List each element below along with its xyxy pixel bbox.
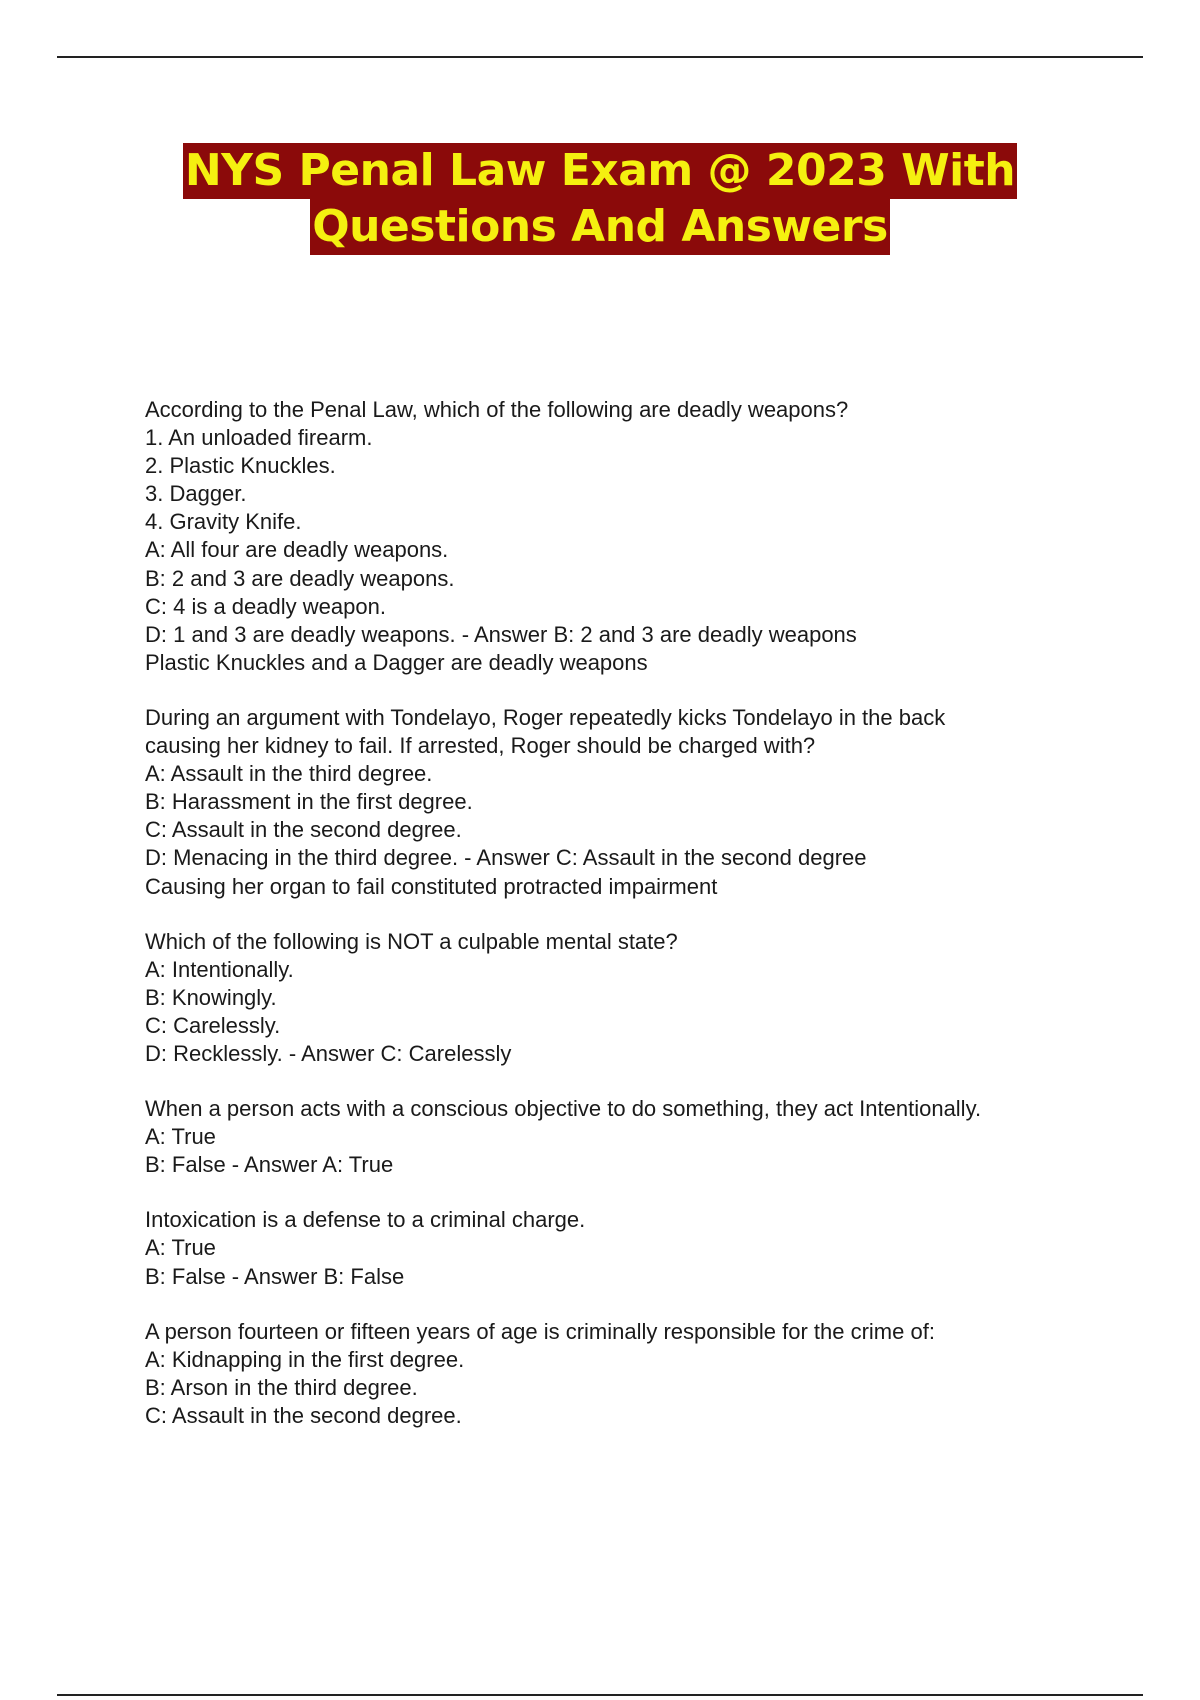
question-line: B: False - Answer B: False xyxy=(145,1263,405,1289)
bottom-rule xyxy=(57,1694,1143,1696)
question-line: A: Intentionally. xyxy=(145,956,294,982)
question-line: C: Carelessly. xyxy=(145,1012,281,1038)
question-line: D: 1 and 3 are deadly weapons. - Answer B: 2 and 3 are deadly weapons xyxy=(145,621,857,647)
question-line: A: All four are deadly weapons. xyxy=(145,537,449,563)
question-text: According to the Penal Law, which of the following are deadly weapons? xyxy=(145,397,849,422)
top-rule xyxy=(57,56,1143,58)
question-line: Causing her organ to fail constituted protracted impairment xyxy=(145,873,718,899)
question-line: A: True xyxy=(145,1124,216,1150)
question-block xyxy=(145,1318,1105,1430)
question-block xyxy=(145,928,1105,1068)
document-title xyxy=(0,143,1200,255)
question-line: 3. Dagger. xyxy=(145,481,247,507)
question-line: 2. Plastic Knuckles. xyxy=(145,453,336,479)
question-line: 4. Gravity Knife. xyxy=(145,509,302,535)
question-text: When a person acts with a conscious objective to do something, they act Intentionally. xyxy=(145,1096,982,1122)
question-text: Which of the following is NOT a culpable mental state? xyxy=(145,928,678,954)
question-line: C: Assault in the second degree. xyxy=(145,817,462,843)
title-line-2: Questions And Answers xyxy=(310,199,890,255)
question-line: C: Assault in the second degree. xyxy=(145,1402,462,1428)
question-block xyxy=(145,1095,1105,1179)
question-line: D: Menacing in the third degree. - Answer C: Assault in the second degree xyxy=(145,845,867,871)
question-line: B: Harassment in the first degree. xyxy=(145,789,473,815)
question-line: B: 2 and 3 are deadly weapons. xyxy=(145,565,455,591)
question-line: B: Arson in the third degree. xyxy=(145,1374,418,1400)
question-block xyxy=(145,704,1105,901)
questions-list xyxy=(145,396,1105,1457)
question-text: Intoxication is a defense to a criminal charge. xyxy=(145,1207,586,1233)
question-text: A person fourteen or fifteen years of age is criminally responsible for the crime of: xyxy=(145,1318,935,1344)
question-line: B: False - Answer A: True xyxy=(145,1152,394,1178)
question-line: Plastic Knuckles and a Dagger are deadly weapons xyxy=(145,649,648,675)
question-line: A: Assault in the third degree. xyxy=(145,761,433,787)
title-line-1: NYS Penal Law Exam @ 2023 With xyxy=(183,143,1017,199)
question-line: 1. An unloaded firearm. xyxy=(145,425,373,451)
question-line: causing her kidney to fail. If arrested, Roger should be charged with? xyxy=(145,733,816,759)
question-line: D: Recklessly. - Answer C: Carelessly xyxy=(145,1040,512,1066)
question-line: A: True xyxy=(145,1235,216,1261)
question-text: During an argument with Tondelayo, Roger repeatedly kicks Tondelayo in the back xyxy=(145,704,946,730)
question-block xyxy=(145,1206,1105,1290)
question-line: B: Knowingly. xyxy=(145,984,277,1010)
question-block xyxy=(145,396,1105,677)
question-line: C: 4 is a deadly weapon. xyxy=(145,593,386,619)
question-line: A: Kidnapping in the first degree. xyxy=(145,1346,465,1372)
